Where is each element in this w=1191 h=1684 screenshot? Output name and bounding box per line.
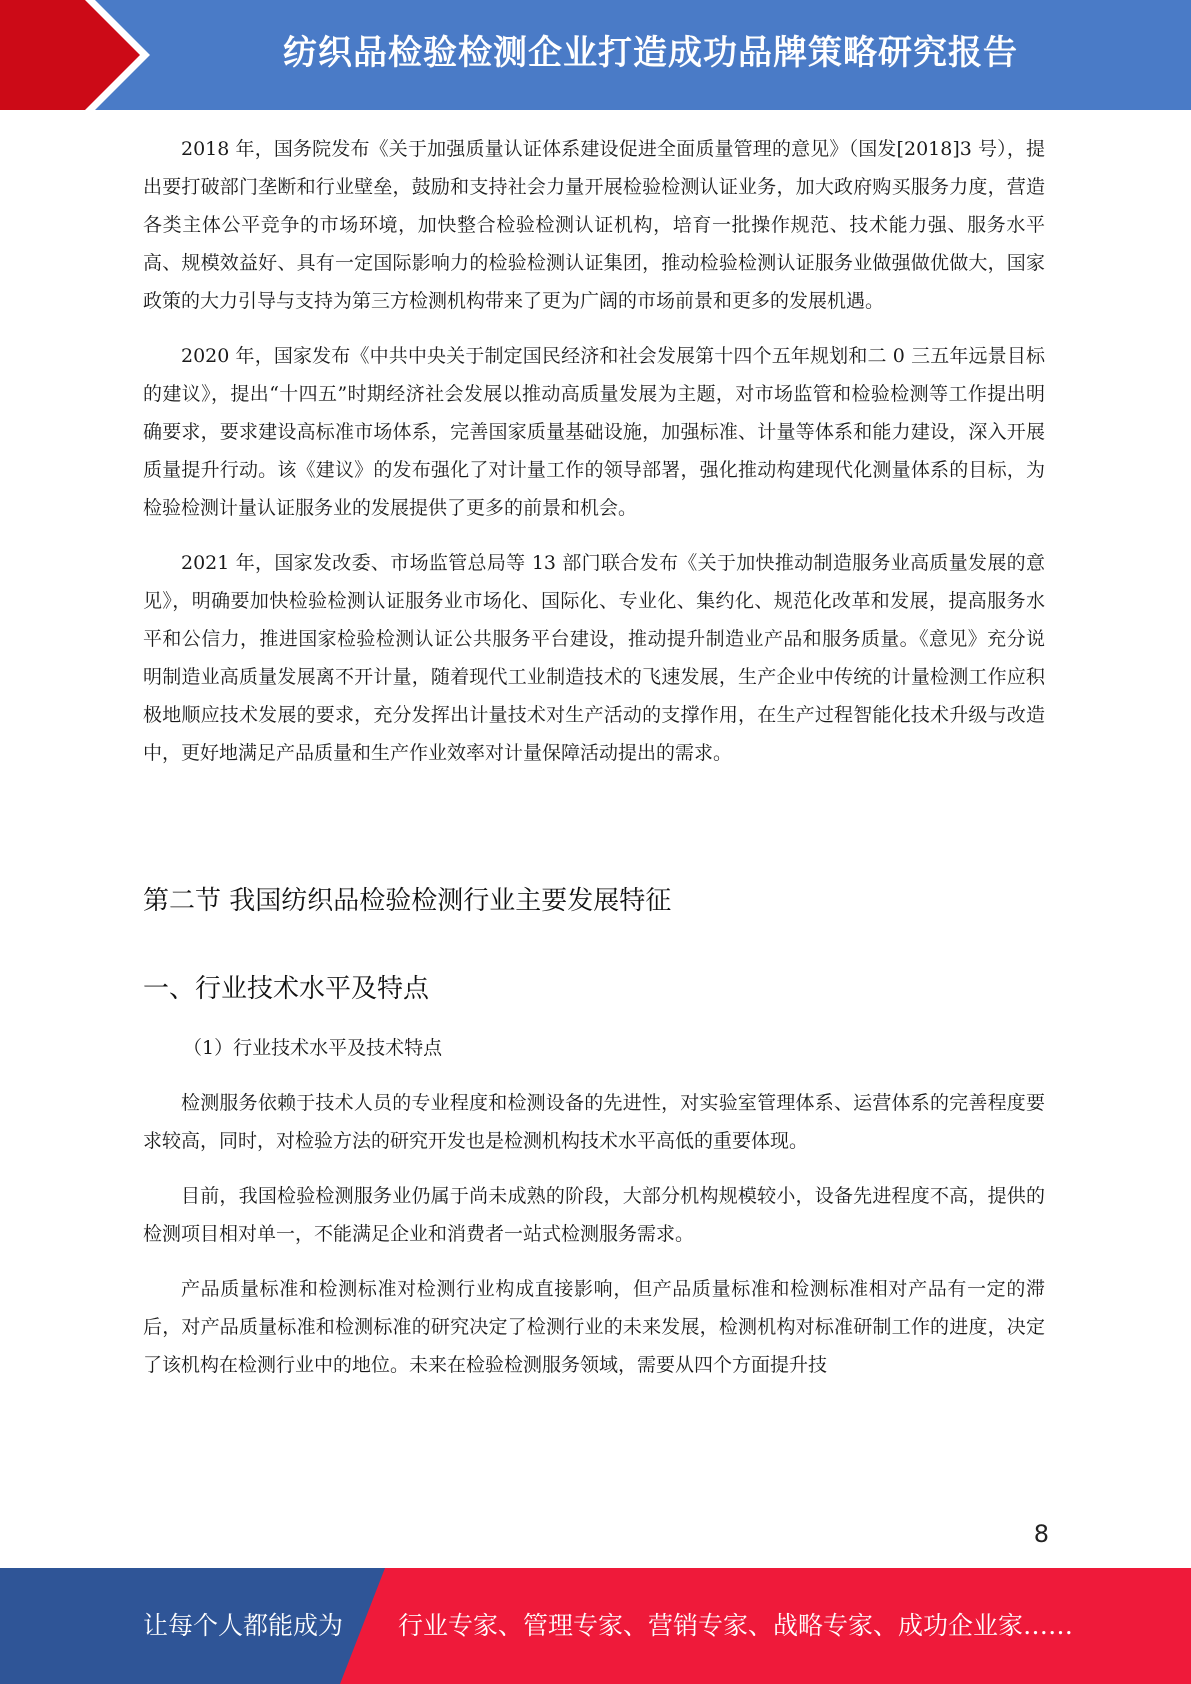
paragraph-2020-policy: 2020 年，国家发布《中共中央关于制定国民经济和社会发展第十四个五年规划和二 0 三五年远景目标的建议》，提出“十四五”时期经济社会发展以推动高质量发展为主题，对市场监管和检验检测等工作提出明确要求，要求建设高标准市场体系，完善国家质量基础设施，加强标准、计量等体系和能力建设，深入开展质量提升行动。该《建议》的发布强化了对计量工作的领导部署，强化推动构建现代化测量体系的目标，为检验检测计量认证服务业的发展提供了更多的前景和机会。 [143,345,1045,519]
section-spacer [143,789,1045,881]
subsection-heading: 一、行业技术水平及特点 [143,974,430,1004]
paragraph-current-status: 目前，我国检验检测服务业仍属于尚未成熟的阶段，大部分机构规模较小，设备先进程度不高，提供的检测项目相对单一，不能满足企业和消费者一站式检测服务需求。 [143,1185,1045,1245]
paragraph-standards: 产品质量标准和检测标准对检测行业构成直接影响，但产品质量标准和检测标准相对产品有一定的滞后，对产品质量标准和检测标准的研究决定了检测行业的未来发展，检测机构对标准研制工作的进度，决定了该机构在检测行业中的地位。未来在检验检测服务领域，需要从四个方面提升技 [143,1278,1045,1376]
page-header [0,0,1191,110]
footer-slogan-right: 行业专家、管理专家、营销专家、战略专家、成功企业家…… [398,1611,1074,1640]
section-heading: 第二节 我国纺织品检验检测行业主要发展特征 [143,886,672,916]
page-number: 8 [1033,1520,1049,1548]
page-footer [0,1568,1191,1684]
footer-slogan-left: 让每个人都能成为 [143,1611,344,1640]
paragraph-testing-services: 检测服务依赖于技术人员的专业程度和检测设备的先进性，对实验室管理体系、运营体系的完善程度要求较高，同时，对检验方法的研究开发也是检测机构技术水平高低的重要体现。 [143,1092,1045,1152]
paragraph-2021-policy: 2021 年，国家发改委、市场监管总局等 13 部门联合发布《关于加快推动制造服务业高质量发展的意见》，明确要加快检验检测认证服务业市场化、国际化、专业化、集约化、规范化改革和发展，提高服务水平和公信力，推进国家检验检测认证公共服务平台建设，推动提升制造业产品和服务质量。《意见》充分说明制造业高质量发展离不开计量，随着现代工业制造技术的飞速发展，生产企业中传统的计量检测工作应积极地顺应技术发展的要求，充分发挥出计量技术对生产活动的支撑作用，在生产过程智能化技术升级与改造中，更好地满足产品质量和生产作业效率对计量保障活动提出的需求。 [143,552,1045,764]
paragraph-2018-policy: 2018 年，国务院发布《关于加强质量认证体系建设促进全面质量管理的意见》（国发[2018]3 号），提出要打破部门垄断和行业壁垒，鼓励和支持社会力量开展检验检测认证业务，加大政府购买服务力度，营造各类主体公平竞争的市场环境，加快整合检验检测认证机构，培育一批操作规范、技术能力强、服务水平高、规模效益好、具有一定国际影响力的检验检测认证集团，推动检验检测认证服务业做强做优做大，国家政策的大力引导与支持为第三方检测机构带来了更为广阔的市场前景和更多的发展机遇。 [143,138,1045,312]
sub-item-heading: （1）行业技术水平及技术特点 [183,1037,443,1059]
page-content [143,130,1045,1401]
header-chevron-icon [0,0,140,110]
report-title: 纺织品检验检测企业打造成功品牌策略研究报告 [283,33,1018,73]
